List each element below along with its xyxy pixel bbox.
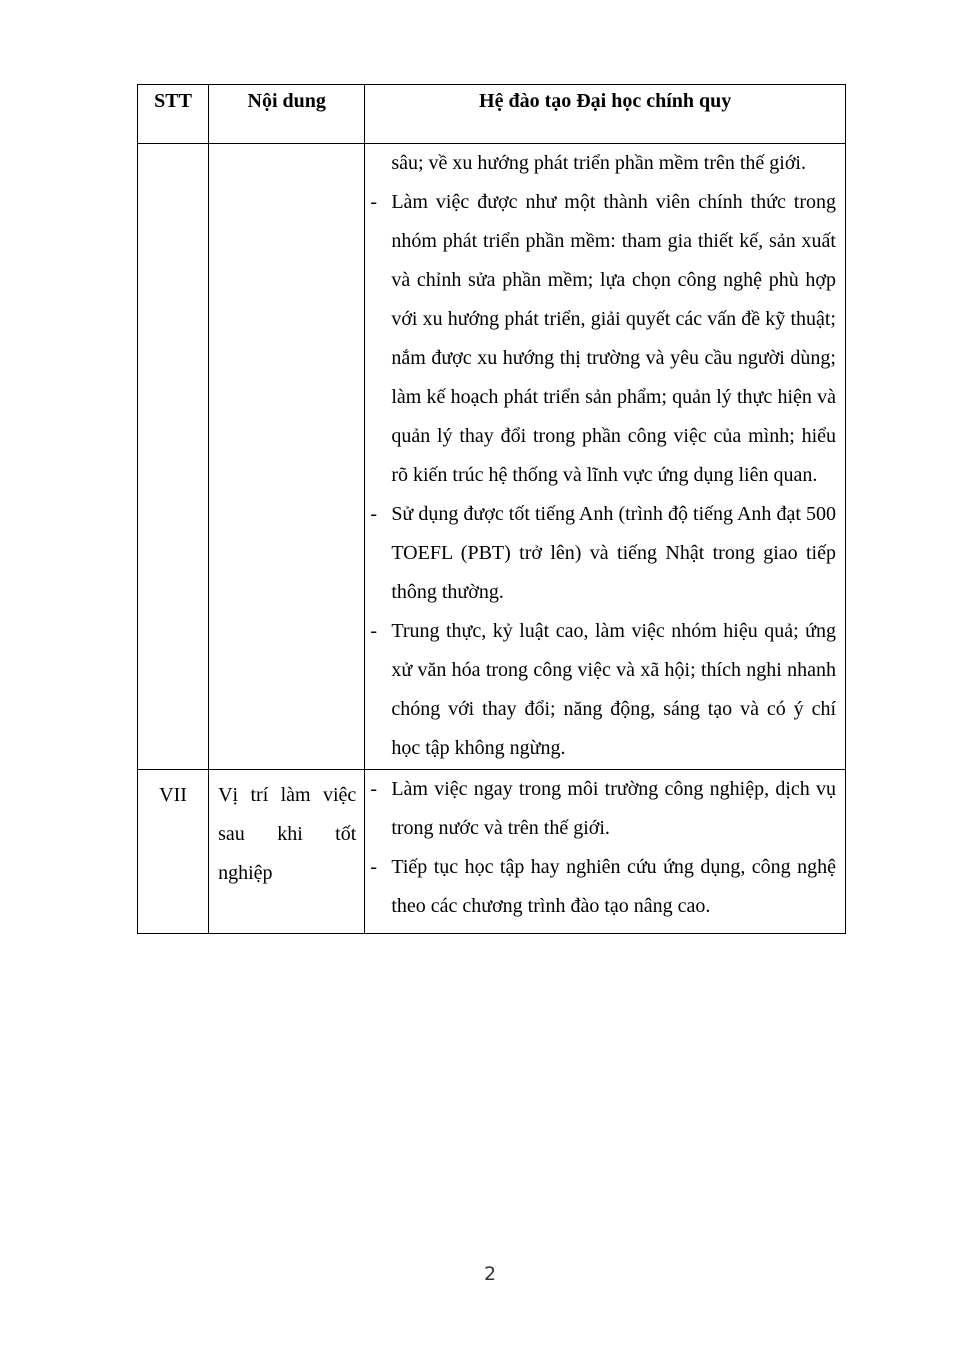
list-item-text: Sử dụng được tốt tiếng Anh (trình độ tiếng Anh đạt 500 TOEFL (PBT) trở lên) và tiếng Nhật trong giao tiếp thông thường. xyxy=(391,503,836,603)
table-row xyxy=(138,770,846,934)
page-number: 2 xyxy=(483,1263,497,1285)
bullet-dash: - xyxy=(370,856,377,878)
list-item xyxy=(365,183,845,495)
bullet-dash: - xyxy=(370,620,377,642)
program-table xyxy=(137,84,846,934)
list-item-text: Làm việc ngay trong môi trường công nghiệp, dịch vụ trong nước và trên thế giới. xyxy=(391,778,836,839)
row-stt xyxy=(138,144,209,770)
row-stt: VII xyxy=(138,770,209,934)
bullet-dash: - xyxy=(370,503,377,525)
bullet-list xyxy=(365,144,845,768)
list-item xyxy=(365,612,845,768)
bullet-list xyxy=(365,770,845,926)
header-program: Hệ đào tạo Đại học chính quy xyxy=(365,85,846,144)
list-item-text: Tiếp tục học tập hay nghiên cứu ứng dụng, công nghệ theo các chương trình đào tạo nâng cao. xyxy=(391,856,836,917)
header-stt: STT xyxy=(138,85,209,144)
list-item-text: Trung thực, kỷ luật cao, làm việc nhóm hiệu quả; ứng xử văn hóa trong công việc và xã hội; thích nghi nhanh chóng với thay đổi; năng động, sáng tạo và có ý chí học tập không ngừng. xyxy=(391,620,836,759)
table-header-row xyxy=(138,85,846,144)
row-label xyxy=(209,144,365,770)
row-label: Vị trí làm việc sau khi tốt nghiệp xyxy=(209,770,365,934)
bullet-dash: - xyxy=(370,778,377,800)
bullet-dash: - xyxy=(370,191,377,213)
list-item xyxy=(365,495,845,612)
header-content: Nội dung xyxy=(209,85,365,144)
continuation-text: sâu; về xu hướng phát triển phần mềm trên thế giới. xyxy=(391,152,806,174)
list-item xyxy=(365,770,845,848)
row-program-cell xyxy=(365,770,846,934)
list-item-text: Làm việc được như một thành viên chính thức trong nhóm phát triển phần mềm: tham gia thiết kế, sản xuất và chỉnh sửa phần mềm; lựa chọn công nghệ phù hợp với xu hướng phát triển, giải quyết các vấn đề kỹ thuật; nắm được xu hướng thị trường và yêu cầu người dùng; làm kế hoạch phát triển sản phẩm; quản lý thực hiện và quản lý thay đổi trong phần công việc của mình; hiểu rõ kiến trúc hệ thống và lĩnh vực ứng dụng liên quan. xyxy=(391,191,836,486)
table-row xyxy=(138,144,846,770)
list-item xyxy=(365,848,845,926)
row-program-cell xyxy=(365,144,846,770)
